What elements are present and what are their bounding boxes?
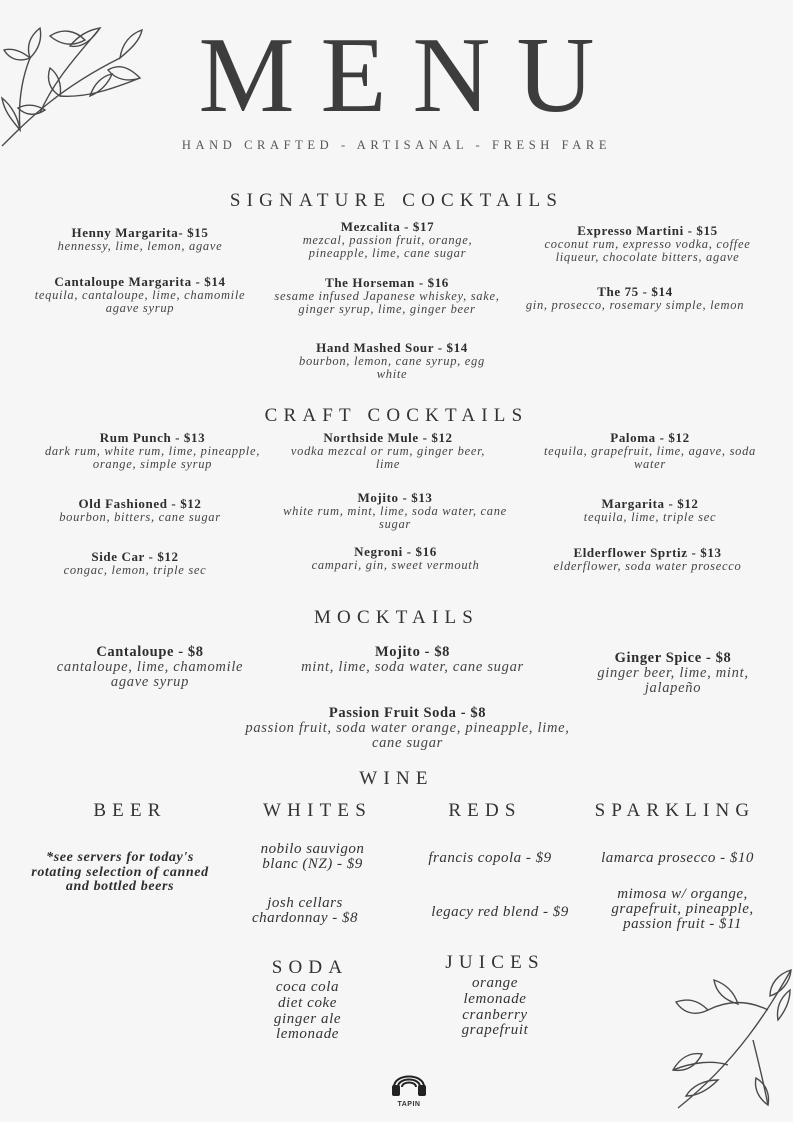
soda-item: ginger ale bbox=[273, 1010, 342, 1027]
wine-heading: WINE bbox=[359, 768, 434, 789]
logo-text: TAPIN bbox=[397, 1101, 421, 1108]
juice-item: orange bbox=[471, 975, 519, 991]
item-desc: vodka mezcal or rum, ginger beer, lime bbox=[290, 443, 486, 471]
tagline: HAND CRAFTED - ARTISANAL - FRESH FARE bbox=[181, 138, 612, 152]
item-name: Cantaloupe - $8 bbox=[96, 644, 204, 660]
item-name: Side Car - $12 bbox=[91, 549, 179, 564]
mocktails-heading: MOCKTAILS bbox=[313, 607, 480, 628]
item-desc: cantaloupe, lime, chamomile agave syrup bbox=[56, 659, 244, 690]
menu-item bbox=[525, 285, 745, 312]
item-desc: tequila, cantaloupe, lime, chamomile agave syrup bbox=[34, 287, 246, 315]
juice-item: grapefruit bbox=[461, 1022, 529, 1039]
menu-item bbox=[30, 550, 240, 577]
item-name: Expresso Martini - $15 bbox=[577, 223, 718, 238]
item-name: Negroni - $16 bbox=[354, 544, 437, 559]
item-name: Ginger Spice - $8 bbox=[614, 650, 732, 666]
juice-item: cranberry bbox=[462, 1006, 528, 1023]
beer-heading: BEER bbox=[93, 800, 167, 821]
sparkling-item: lamarca prosecco - $10 bbox=[601, 850, 754, 866]
item-desc: hennessy, lime, lemon, agave bbox=[57, 238, 223, 253]
menu-item bbox=[295, 645, 530, 675]
menu-item bbox=[55, 645, 245, 689]
item-desc: elderflower, soda water prosecco bbox=[553, 558, 742, 573]
logo bbox=[384, 1065, 434, 1108]
menu-item bbox=[30, 497, 250, 524]
soda-heading: SODA bbox=[271, 957, 349, 978]
beer-note: *see servers for today's rotating selection of canned and bottled beers bbox=[31, 850, 209, 895]
menu-item bbox=[578, 651, 768, 695]
item-name: Margarita - $12 bbox=[601, 496, 699, 511]
menu-item bbox=[282, 341, 502, 381]
item-name: Old Fashioned - $12 bbox=[78, 496, 202, 511]
menu-item bbox=[280, 220, 495, 260]
whites-heading: WHITES bbox=[263, 800, 372, 821]
menu-item bbox=[283, 545, 508, 572]
item-desc: bourbon, lemon, cane syrup, egg white bbox=[299, 353, 485, 381]
signature-heading: SIGNATURE COCKTAILS bbox=[229, 190, 564, 211]
menu-item bbox=[40, 431, 265, 471]
white-wine-item: josh cellars chardonnay - $8 bbox=[251, 895, 359, 926]
craft-heading: CRAFT COCKTAILS bbox=[264, 405, 529, 426]
menu-item bbox=[30, 226, 250, 253]
item-name: Cantaloupe Margarita - $14 bbox=[54, 274, 226, 289]
juices-list bbox=[440, 976, 550, 1039]
item-desc: gin, prosecco, rosemary simple, lemon bbox=[525, 297, 745, 312]
soda-item: lemonade bbox=[275, 1026, 340, 1043]
item-desc: dark rum, white rum, lime, pineapple, orange, simple syrup bbox=[44, 443, 261, 471]
item-name: Passion Fruit Soda - $8 bbox=[328, 705, 487, 721]
item-name: Northside Mule - $12 bbox=[323, 430, 453, 445]
item-desc: campari, gin, sweet vermouth bbox=[311, 557, 480, 572]
red-wine-item: legacy red blend - $9 bbox=[431, 904, 569, 920]
item-name: Hand Mashed Sour - $14 bbox=[316, 340, 468, 355]
item-name: Rum Punch - $13 bbox=[99, 430, 206, 445]
item-name: Paloma - $12 bbox=[610, 430, 690, 445]
menu-item bbox=[540, 431, 760, 471]
item-name: Mezcalita - $17 bbox=[340, 219, 435, 234]
red-wine-item: francis copola - $9 bbox=[428, 850, 552, 866]
menu-item bbox=[525, 224, 770, 264]
item-desc: passion fruit, soda water orange, pineapple, lime, cane sugar bbox=[245, 720, 570, 751]
item-desc: tequila, grapefruit, lime, agave, soda water bbox=[544, 443, 756, 471]
menu-item bbox=[283, 431, 493, 471]
item-desc: ginger beer, lime, mint, jalapeño bbox=[597, 665, 749, 696]
menu-item bbox=[272, 276, 502, 316]
item-desc: sesame infused Japanese whiskey, sake, ginger syrup, lime, ginger beer bbox=[274, 288, 500, 316]
menu-item bbox=[275, 491, 515, 531]
soda-list bbox=[255, 980, 360, 1043]
sparkling-item: mimosa w/ organge, grapefruit, pineapple, passion fruit - $11 bbox=[611, 886, 754, 932]
headphones-logo-icon bbox=[384, 1065, 434, 1097]
page-title: MENU bbox=[198, 16, 621, 135]
item-name: Elderflower Sprtiz - $13 bbox=[573, 545, 722, 560]
item-desc: congac, lemon, triple sec bbox=[63, 562, 207, 577]
item-name: Mojito - $13 bbox=[357, 490, 433, 505]
sparkling-heading: SPARKLING bbox=[594, 800, 756, 821]
item-desc: tequila, lime, triple sec bbox=[583, 509, 717, 524]
item-desc: white rum, mint, lime, soda water, cane sugar bbox=[283, 503, 507, 531]
juices-heading: JUICES bbox=[445, 952, 545, 973]
soda-item: diet coke bbox=[277, 994, 338, 1011]
item-name: Mojito - $8 bbox=[374, 644, 451, 660]
item-desc: mint, lime, soda water, cane sugar bbox=[301, 659, 524, 676]
menu-item bbox=[560, 497, 740, 524]
item-desc: coconut rum, expresso vodka, coffee liqueur, chocolate bitters, agave bbox=[544, 236, 751, 264]
soda-item: coca cola bbox=[275, 979, 340, 995]
item-name: The Horseman - $16 bbox=[325, 275, 449, 290]
menu-item bbox=[30, 275, 250, 315]
menu-item bbox=[235, 706, 580, 750]
item-name: The 75 - $14 bbox=[597, 284, 673, 299]
leaf-branch-bottom-icon bbox=[658, 960, 793, 1110]
item-desc: bourbon, bitters, cane sugar bbox=[59, 509, 221, 524]
item-name: Henny Margarita- $15 bbox=[71, 225, 209, 240]
white-wine-item: nobilo sauvigon blanc (NZ) - $9 bbox=[260, 841, 365, 872]
item-desc: mezcal, passion fruit, orange, pineapple, lime, cane sugar bbox=[302, 232, 473, 260]
menu-item bbox=[535, 546, 760, 573]
juice-item: lemonade bbox=[463, 990, 527, 1007]
reds-heading: REDS bbox=[448, 800, 522, 821]
